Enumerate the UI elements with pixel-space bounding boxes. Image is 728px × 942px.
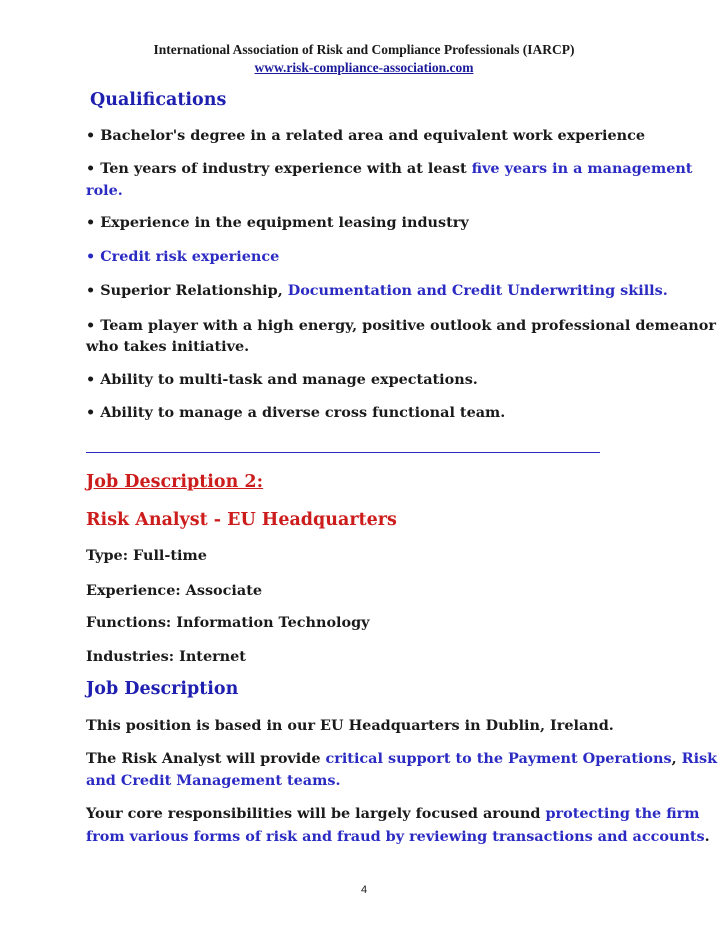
paragraph-highlight: critical support to the Payment Operations — [325, 750, 672, 767]
paragraph-text: Your core responsibilities will be largely focused around — [86, 805, 546, 822]
paragraph-highlight: Risk — [681, 750, 718, 767]
job-paragraph-line — [86, 748, 718, 769]
job-description-heading: Job Description — [86, 679, 239, 699]
qualification-text: • Ten years of industry experience with at least — [86, 160, 472, 177]
job-functions: Functions: Information Technology — [86, 614, 370, 631]
paragraph-text: . — [704, 828, 710, 845]
qualification-item-continued: who takes initiative. — [86, 338, 250, 355]
qualification-item: • Experience in the equipment leasing industry — [86, 214, 469, 231]
job-experience: Experience: Associate — [86, 582, 262, 599]
job-industries: Industries: Internet — [86, 648, 246, 665]
qualification-item: • Bachelor's degree in a related area and equivalent work experience — [86, 127, 646, 144]
qualification-item: • Ability to multi-task and manage expectations. — [86, 371, 478, 388]
qualification-item: • Ability to manage a diverse cross functional team. — [86, 404, 506, 421]
qualification-item — [86, 280, 668, 301]
qualification-highlight: Documentation and Credit Underwriting skills. — [287, 282, 668, 299]
job-paragraph-line — [86, 826, 710, 847]
website-link[interactable]: www.risk-compliance-association.com — [254, 60, 474, 75]
header-website[interactable] — [0, 60, 728, 76]
job-paragraph-line — [86, 803, 700, 824]
qualification-highlight-continued: role. — [86, 182, 123, 199]
page-number: 4 — [360, 884, 368, 896]
qualification-highlight: five years in a management — [471, 160, 693, 177]
job-description-label: Job Description 2: — [86, 472, 264, 492]
qualification-text: • Superior Relationship, — [86, 282, 288, 299]
section-divider — [86, 452, 600, 453]
paragraph-highlight: from various forms of risk and fraud by reviewing transactions and accounts — [86, 828, 705, 845]
qualifications-heading: Qualifications — [90, 90, 227, 110]
qualification-item-highlight: • Credit risk experience — [86, 248, 280, 265]
paragraph-text: , — [671, 750, 682, 767]
job-location-paragraph: This position is based in our EU Headquarters in Dublin, Ireland. — [86, 717, 614, 734]
qualification-item: • Team player with a high energy, positive outlook and professional demeanor — [86, 317, 716, 334]
header-organization: International Association of Risk and Compliance Professionals (IARCP) — [153, 42, 575, 57]
job-title: Risk Analyst - EU Headquarters — [86, 510, 397, 530]
qualification-item — [86, 158, 693, 179]
paragraph-text: The Risk Analyst will provide — [86, 750, 326, 767]
job-type: Type: Full-time — [86, 547, 207, 564]
job-paragraph-line-highlight: and Credit Management teams. — [86, 772, 341, 789]
paragraph-highlight: protecting the firm — [545, 805, 700, 822]
